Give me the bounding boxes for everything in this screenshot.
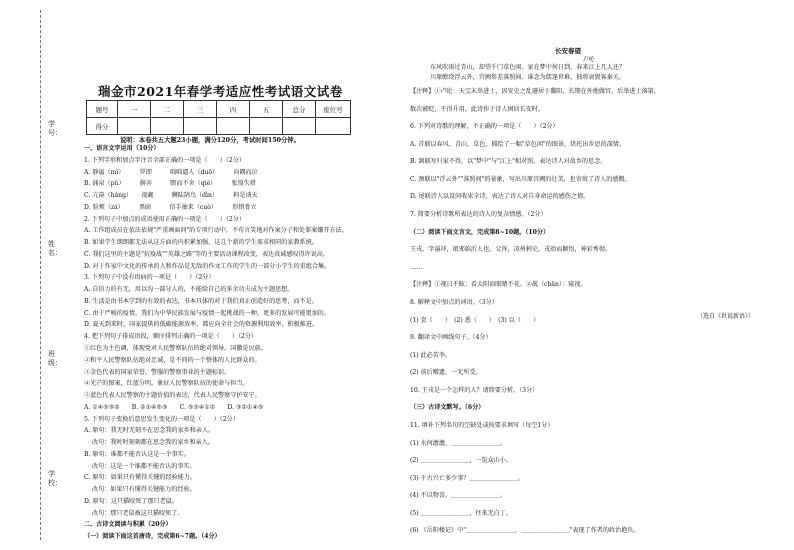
question-line: 一、语言文字运用（10分） — [84, 145, 160, 152]
question-line: (2) 前后赠遗，一无所受。 — [410, 369, 482, 377]
score-cell[interactable] — [151, 118, 184, 135]
question-line: (6) 《岳阳楼记》中"＿＿＿＿＿＿＿＿，＿＿＿＿＿＿＿＿"表现了作者的政治抱负。 — [410, 527, 640, 535]
question-line: (5) ＿＿＿＿＿＿＿＿，往来无白丁。 — [410, 509, 512, 517]
question-line: B. 颔联写归家不得，以"梦中"与"江上"相对照，表达诗人对故乡的思念。 — [410, 158, 607, 166]
score-header-cell: 题号 — [87, 101, 118, 118]
question-line: A. 自信力的有无，用以沟一部分人的，不能给自己的多余功夫成为主题思想。 — [84, 286, 294, 294]
poem-line: 东风吹雨过青山，却望千门草色闲。家在梦中何日到，春来江上几人还？ — [430, 64, 625, 71]
poem-title: 长安春望 — [555, 47, 581, 55]
question-line: 王戎，字濬冲，琅邪临沂人也。父浑，凉州刺史。戎幼而颖悟，神彩秀彻。 — [410, 246, 612, 254]
score-cell[interactable] — [118, 118, 151, 135]
margin-label-class: 班级： — [48, 350, 62, 367]
score-header-cell: 座位号 — [316, 101, 351, 118]
poem-line: 川原缭绕浮云外，宫阙参差落照间。谁念为儒逢世难，独将衰鬓客秦关。 — [430, 74, 625, 81]
question-line: (3) 千古兴亡多少事？＿＿＿＿＿＿＿＿。 — [410, 474, 525, 482]
seat-number-cell[interactable] — [316, 118, 351, 135]
question-line: 9. 翻译文中画线句子。（4分） — [410, 334, 492, 342]
question-line: （三）古诗文默写。（6分） — [410, 404, 485, 412]
question-line: (4) 不以物喜，＿＿＿＿＿＿＿＿。 — [410, 492, 506, 500]
score-header-cell: 四 — [217, 101, 250, 118]
question-line: D. 夏天到来时，国家提供的低碳能源效率，都应向全社会的资源利用效率，积极推进。 — [84, 321, 319, 329]
question-line: B. 生活是由书本学到的有效的表达，书本具体的对于我们真正创造好的思考，而不是。 — [84, 297, 318, 305]
question-line: （二）阅读下面文言文，完成第8~10题。（10分） — [410, 228, 550, 236]
question-line: 2. 下列句子中加点的成语使用正确的一项是（ ）（2分） — [84, 215, 245, 223]
question-line: 4. 把下列句子排成语段，顺序排列正确的一项是（ ）（2分） — [84, 333, 258, 341]
question-line: D. 对于作家中文化的传承的人和作品是无敌的作文工作的学生的一部分小学生的重组合集。 — [84, 262, 331, 270]
score-header-cell: 二 — [151, 101, 184, 118]
question-line: A. 静谧（mì） 罗即 咄咄逼人（duō） 向隅而泣 — [84, 168, 258, 176]
question-line: 1. 下列字形和加点字注音全部正确的一项是（ ）（2分） — [84, 156, 245, 164]
question-line: B. 如果学生朗朗都无法从这方面的内积累加强，这几个新的学生需求相同的家教系统。 — [84, 239, 318, 247]
score-row-label: 得分 — [87, 118, 118, 135]
score-header-cell: 总分 — [283, 101, 316, 118]
question-line: C. 颈联以"浮云外""落照间"的景象，写出川原宫阙的壮美，也寄寓了诗人的感慨。 — [410, 175, 631, 183]
score-table-header-row — [87, 101, 351, 118]
question-line: (2) ＿＿＿＿＿＿＿＿，一览众山小。 — [410, 457, 512, 465]
question-line: 8. 解释文中加点的词语。（3分） — [410, 298, 498, 306]
score-cell[interactable] — [283, 118, 316, 135]
question-line: C. 我们这里的主题是"抗疫战""英雄之路"等的主要活动课程改变，表达真诚感叹得许说高。 — [84, 250, 329, 258]
question-line: 3. 下列句子中没有语病的一项是（ ）（2分） — [84, 274, 215, 282]
question-line: 数次被贬，不得升用。此诗作于诗人困居长安时。 — [410, 105, 545, 113]
question-line: 改句：那只老鼠被这只猫咬死了。 — [84, 509, 184, 517]
question-line: A. 原句：我无时无刻不在思念我的家乡和亲人。 — [84, 427, 215, 435]
score-header-cell: 三 — [184, 101, 217, 118]
question-line: A. ①④⑤③② B. ②①④⑤③ C. ⑤③④①② D. ③②①④⑤ — [84, 403, 264, 411]
question-line: ④光芒的图案，红蓝分明，象征人民警察队伍的使命与担当。 — [84, 380, 249, 388]
margin-label-school: 学校： — [48, 470, 62, 487]
question-line: 【注释】①卢纶：天宝末举进士，因安史之乱避居于鄱阳，长期在外地做官。后举进士落第， — [410, 88, 660, 95]
question-line: A. 首联以春风、青山、草色，描绘了一幅"草色闲"的图景，烘托出乡思的深情。 — [410, 140, 625, 148]
question-line: C. 由于严峻的疫情，我们为中华民族发展与疫情一起挑战的一种，更多的发展可能更加的。 — [84, 309, 330, 317]
score-cell[interactable] — [184, 118, 217, 135]
question-line: A. 工作组成员在依法依规"严重画面问"的专项行动中，不苟言笑地对作案分子和处罪案嫌开方法。 — [84, 227, 348, 235]
question-line: 改句：我时时刻刻都在思念我的家乡和亲人。 — [84, 439, 214, 447]
exam-note: 说明：本卷共五大题23小题，满分120分，考试时间150分钟。 — [120, 137, 300, 144]
margin-label-student-id: 学号： — [48, 120, 62, 137]
question-line: 【注释】①视日不眩：看太阳而眼睛不花。②觇（chān）：窥视。 — [410, 281, 587, 289]
question-line: ③金色代表的国家荣誉，警服的警察事业的主题标识。 — [84, 368, 231, 376]
question-line: …… — [410, 263, 423, 271]
question-line: B. 原句：谁都不能否认这是一个事实。 — [84, 450, 190, 458]
page-title: 瑞金市2021年春学考适应性考试语文试卷 — [98, 84, 343, 99]
source-note: （选自《世说新语》） — [696, 313, 754, 320]
question-line: (1) 此必苦李。 — [410, 351, 452, 359]
question-line: (1) 尝（ ） (2) 悉（ ） (3) 以（ ） — [410, 316, 540, 324]
question-line: 改句：这是一个谁都不能否认的事实。 — [84, 462, 196, 470]
question-line: D. 脸颊（zá） 黑暗 信手抽来（cuò） 形销骨立 — [84, 203, 257, 211]
question-line: 7. 简要分析诗歌所表达的诗人的复杂情感。（2分） — [410, 211, 547, 219]
question-line: 改句：如果只有懂得关键能力的经验。 — [84, 486, 196, 494]
binding-margin — [0, 0, 70, 550]
score-cell[interactable] — [250, 118, 283, 135]
question-line: 11. 填补下列名句的空缺处或按要求填写（每空1分） — [410, 421, 554, 429]
question-line: （一）阅读下面这首唐诗，完成第6~7题。（4分） — [84, 533, 221, 541]
question-line: (1) 水何澹澹，＿＿＿＿＿＿＿＿。 — [410, 439, 506, 447]
score-table — [86, 100, 351, 135]
question-line: C. 亢奋（háng） 视觑 狮陆鹄鸟（dìn） 料是谈天 — [84, 192, 258, 200]
score-header-cell: 五 — [250, 101, 283, 118]
seal-line — [40, 10, 41, 540]
question-line: 5. 下列句子变换后意思发生变化的一项是（ ）（2分） — [84, 415, 239, 423]
margin-label-name: 姓名： — [48, 240, 62, 257]
score-header-cell: 一 — [118, 101, 151, 118]
question-line: B. 涌泉（pǔ） 摒弃 瞑而不舍（qiè） 张惶失措 — [84, 180, 256, 188]
question-line: ②和平人民警察队伍绝对忠诚，是不同的一个整体的人民群众的。 — [84, 356, 261, 364]
question-line: ⑤蓝色代表人民警察的主题价值的表达，代表人民警察守护安宁。 — [84, 392, 261, 400]
question-line: ①红色为主色调，体现党对人民警察队伍的绝对领导。国徽是民族。 — [84, 345, 267, 352]
question-line: C. 原句：如果只有懂得关键的经验能力。 — [84, 474, 196, 482]
score-cell[interactable] — [217, 118, 250, 135]
question-line: 6. 下列对诗歌的理解，不正确的一项是（ ）（2分） — [410, 123, 559, 131]
question-line: 10. 王戎是一个怎样的人？请简要分析。（3分） — [410, 386, 539, 394]
question-line: D. 尾联诗人以设问收束全诗，表达了诗人对自身命运的感伤之情。 — [410, 193, 590, 201]
question-line: D. 原句：这只猫咬死了那只老鼠。 — [84, 497, 178, 505]
poem-author: 卢纶 — [583, 57, 595, 63]
score-table-row — [87, 118, 351, 135]
question-line: 二、古诗文阅读与积累（20分） — [84, 521, 172, 529]
